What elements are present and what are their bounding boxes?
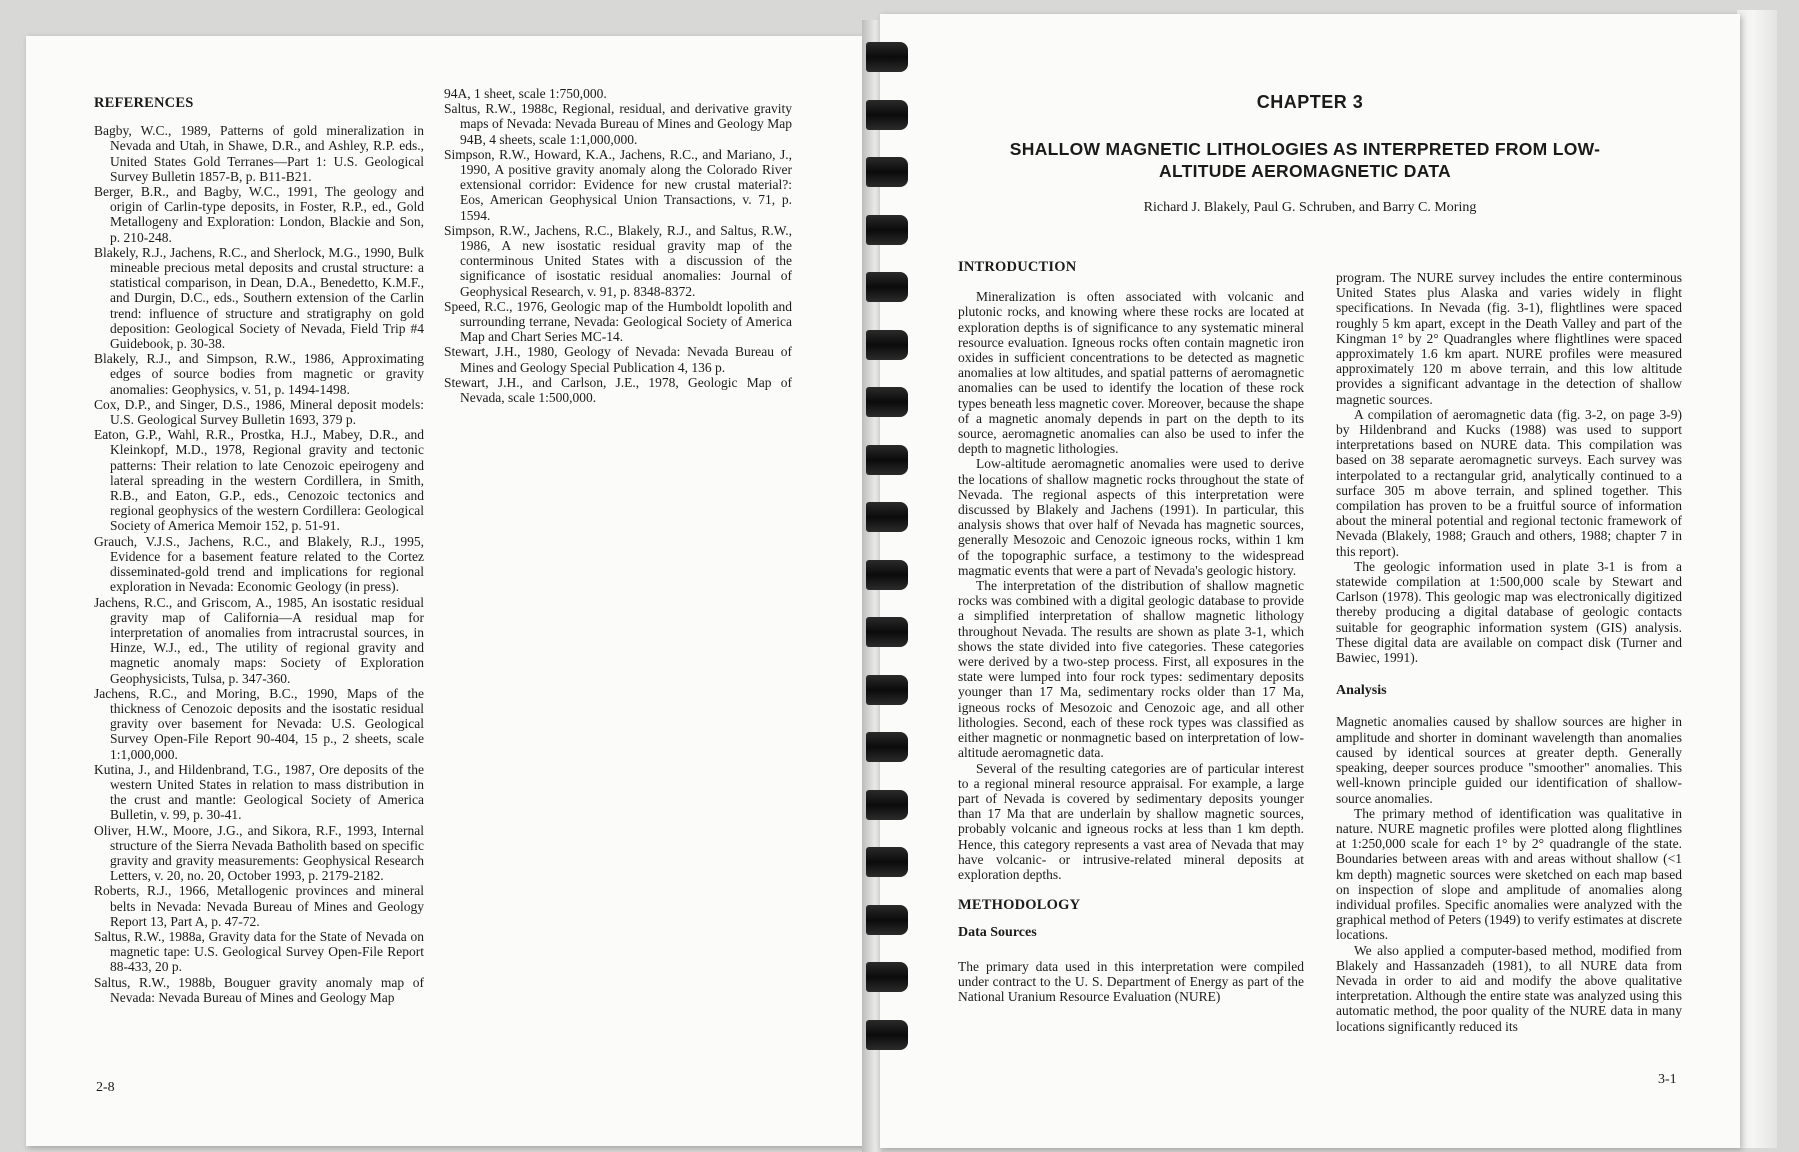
paragraph: Several of the resulting categories are of particular interest to a regional mineral resource appraisal. For example, a large part of Nevada is covered by sedimentary deposits younger than 17 Ma that are underlain by shallow magnetic sources, probably volcanic and igneous rocks at less than 1 km depth. Hence, this category represents a vast area of Nevada that may have volcanic- or intrusive-related mineral deposits at exploration depths.	[958, 760, 1304, 882]
reference-entry: Saltus, R.W., 1988a, Gravity data for the State of Nevada on magnetic tape: U.S. Geological Survey Open-File Report 88-433, 20 p.	[94, 928, 424, 975]
reference-entry: Simpson, R.W., Jachens, R.C., Blakely, R.J., and Saltus, R.W., 1986, A new isostatic residual gravity map of the conterminous United States with a discussion of the significance of isostatic residual anomalies: Journal of Geophysical Research, v. 91, p. 8348-8372.	[444, 222, 792, 299]
binding-coil	[866, 445, 908, 475]
reference-list-2	[444, 86, 792, 405]
page-number-right: 3-1	[1658, 1072, 1677, 1087]
paragraph: Magnetic anomalies caused by shallow sources are higher in amplitude and shorter in dominant wavelength than anomalies caused by identical sources at greater depth. Generally speaking, deeper sources produce "smoother" anomalies. This well-known principle guided our identification of shallow-source anomalies.	[1336, 714, 1682, 806]
binding-coil	[866, 847, 908, 877]
reference-entry: Eaton, G.P., Wahl, R.R., Prostka, H.J., Mabey, D.R., and Kleinkopf, M.D., 1978, Regional gravity and tectonic patterns: Their relation to late Cenozoic epeirogeny and lateral spreading in the western Cordillera, in Smith, R.B., and Eaton, G.P., eds., Cenozoic tectonics and regional geophysics of the western Cordillera: Geological Society of America Memoir 152, p. 51-91.	[94, 427, 424, 534]
reference-entry: Stewart, J.H., 1980, Geology of Nevada: Nevada Bureau of Mines and Geology Special Publication 4, 136 p.	[444, 344, 792, 375]
reference-entry: Jachens, R.C., and Griscom, A., 1985, An isostatic residual gravity map of California—A residual map for interpretation of anomalies from intracrustal sources, in Hinze, W.J., ed., The utility of regional gravity and magnetic anomaly maps: Society of Exploration Geophysicists, Tulsa, p. 347-360.	[94, 594, 424, 686]
binding-coil	[866, 617, 908, 647]
paragraph: A compilation of aeromagnetic data (fig. 3-2, on page 3-9) by Hildenbrand and Kucks (1988) was used to support interpretations based on NURE data. This compilation was based on 38 separate aeromagnetic surveys. Each survey was interpolated to a rectangular grid, analytically continued to a surface 305 m above terrain, and splined together. This compilation has proven to be a fruitful source of information about the mineral potential and regional tectonic framework of Nevada (Blakely, 1988; Grauch and others, 1988; chapter 7 in this report).	[1336, 406, 1682, 559]
reference-entry: Stewart, J.H., and Carlson, J.E., 1978, Geologic Map of Nevada, scale 1:500,000.	[444, 374, 792, 406]
paragraph: The geologic information used in plate 3-1 is from a statewide compilation at 1:500,000 scale by Stewart and Carlson (1978). This geologic map was electronically digitized thereby producing a digital database of geologic contacts suitable for geographic information system (GIS) analysis. These digital data are available on compact disk (Turner and Bawiec, 1991).	[1336, 558, 1682, 666]
methodology-heading: METHODOLOGY	[958, 897, 1081, 914]
binding-coil	[866, 272, 908, 302]
analysis-text	[1336, 714, 1682, 1033]
chapter-title: SHALLOW MAGNETIC LITHOLOGIES AS INTERPRETED FROM LOW-ALTITUDE AEROMAGNETIC DATA	[1009, 139, 1601, 181]
paragraph: Mineralization is often associated with volcanic and plutonic rocks, and knowing where these rocks are located at exploration depths is of significance to any systematic mineral resource evaluation. Igneous rocks often contain magnetic iron oxides in sufficient concentrations to be detected as magnetic anomalies at low altitudes, and spatial patterns of aeromagnetic anomalies can be used to identify the location of these rock types beneath less magnetic cover. Moreover, because the shape of a magnetic anomaly depends in part on the depth to its source, aeromagnetic anomalies can also be used to infer the depth to magnetic lithologies.	[958, 289, 1304, 457]
reference-entry: Blakely, R.J., and Simpson, R.W., 1986, Approximating edges of source bodies from magnetic or gravity anomalies: Geophysics, v. 51, p. 1494-1498.	[94, 351, 424, 397]
data-sources-heading: Data Sources	[958, 925, 1037, 941]
binding-coil	[866, 560, 908, 590]
right-column-1	[958, 260, 1304, 1004]
reference-entry: Oliver, H.W., Moore, J.G., and Sikora, R.F., 1993, Internal structure of the Sierra Nevada Batholith based on specific gravity and gravity measurements: Geophysical Research Letters, v. 20, no. 20, October 1993, p. 2179-2182.	[94, 822, 424, 884]
binding-coil	[866, 387, 908, 417]
binding-coil	[866, 157, 908, 187]
binding-coil	[866, 502, 908, 532]
paragraph: We also applied a computer-based method, modified from Blakely and Hassanzadeh (1981), to all NURE data from Nevada in order to aid and modify the above qualitative interpretation. Although the entire state was analyzed using this automatic method, the poor quality of the NURE data in many locations significantly reduced its	[1336, 942, 1682, 1034]
reference-entry: Berger, B.R., and Bagby, W.C., 1991, The geology and origin of Carlin-type deposits, in Foster, R.P., ed., Gold Metallogeny and Exploration: London, Blackie and Son, p. 210-248.	[94, 184, 424, 245]
binding-coil	[866, 675, 908, 705]
binding-coil	[866, 905, 908, 935]
reference-entry: Cox, D.P., and Singer, D.S., 1986, Mineral deposit models: U.S. Geological Survey Bulletin 1693, 379 p.	[94, 396, 424, 428]
page-stack-edge	[1737, 10, 1777, 1148]
reference-entry: Roberts, R.J., 1966, Metallogenic provinces and mineral belts in Nevada: Nevada Bureau of Mines and Geology Report 13, Part A, p. 47-72.	[94, 883, 424, 929]
binding-coil	[866, 100, 908, 130]
reference-entry: Blakely, R.J., Jachens, R.C., and Sherlock, M.G., 1990, Bulk mineable precious metal deposits and crustal structure: a statistical comparison, in Dean, D.A., Benedetto, K.M.F., and Durgin, D.C., eds., Southern extension of the Carlin trend: influence of structure and stratigraphy on gold deposition: Geological Society of Nevada, Field Trip #4 Guidebook, p. 30-38.	[94, 244, 424, 352]
reference-entry: Jachens, R.C., and Moring, B.C., 1990, Maps of the thickness of Cenozoic deposits and the isostatic residual gravity over basement for Nevada: U.S. Geological Survey Open-File Report 90-404, 15 p., 2 sheets, scale 1:1,000,000.	[94, 685, 424, 762]
chapter-authors: Richard J. Blakely, Paul G. Schruben, and Barry C. Moring	[1143, 200, 1477, 215]
paragraph: program. The NURE survey includes the entire conterminous United States plus Alaska and varies widely in flight specifications. In Nevada (fig. 3-1), flightlines were spaced roughly 5 km apart, except in the Death Valley and part of the Kingman 1° by 2° Quadrangles where flightlines were spaced approximately 1.6 km apart. NURE profiles were measured approximately 120 m above terrain, and this low altitude provides a significant advantage in the detection of shallow magnetic sources.	[1336, 270, 1682, 407]
right-page	[880, 14, 1740, 1148]
binding-coil	[866, 330, 908, 360]
binding-coil	[866, 1020, 908, 1050]
binding-coil	[866, 962, 908, 992]
introduction-text	[958, 289, 1304, 882]
reference-entry: Simpson, R.W., Howard, K.A., Jachens, R.C., and Mariano, J., 1990, A positive gravity anomaly along the Colorado River extensional corridor: Evidence for new crustal material?: Eos, American Geophysical Union Transactions, v. 71, p. 1594.	[444, 146, 792, 223]
binding-coil	[866, 790, 908, 820]
analysis-heading: Analysis	[1336, 683, 1387, 699]
reference-entry: Bagby, W.C., 1989, Patterns of gold mineralization in Nevada and Utah, in Shawe, D.R., and Ashley, R.P. eds., United States Gold Terranes—Part 1: U.S. Geological Survey Bulletin 1857-B, p. B11-B21.	[94, 123, 424, 184]
binding-coil	[866, 215, 908, 245]
paragraph: Low-altitude aeromagnetic anomalies were used to derive the locations of shallow magnetic rocks throughout the state of Nevada. The regional aspects of this interpretation were discussed by Blakely and Jachens (1991). In particular, this analysis shows that over half of Nevada has magnetic sources, generally Mesozoic and Cenozoic igneous rocks, within 1 km of the topographic surface, a testimony to the widespread magmatic events that were a part of Nevada's geologic history.	[958, 456, 1304, 578]
references-heading: REFERENCES	[94, 95, 194, 111]
reference-entry: Saltus, R.W., 1988c, Regional, residual, and derivative gravity maps of Nevada: Nevada Bureau of Mines and Geology Map 94B, 4 sheets, scale 1:1,000,000.	[444, 101, 792, 147]
page-number-left: 2-8	[96, 1080, 115, 1095]
right-column-2	[1336, 270, 1682, 1034]
paragraph: The interpretation of the distribution of shallow magnetic rocks was combined with a digital geologic database to provide a simplified interpretation of shallow magnetic lithology throughout Nevada. The results are shown as plate 3-1, which shows the state divided into five categories. These categories were derived by a two-step process. First, all exposures in the state were lumped into four rock types: sedimentary deposits younger than 17 Ma, sedimentary rocks older than 17 Ma, igneous rocks of Mesozoic and Cenozoic age, and all other lithologies. Second, each of these rock types was classified as either magnetic or nonmagnetic based on interpretation of low-altitude aeromagnetic data.	[958, 578, 1304, 761]
references-column-2	[444, 86, 792, 405]
chapter-label: CHAPTER 3	[1256, 92, 1364, 112]
reference-entry: Grauch, V.J.S., Jachens, R.C., and Blakely, R.J., 1995, Evidence for a basement feature related to the Cortez disseminated-gold trend and implications for regional exploration in Nevada: Economic Geology (in press).	[94, 533, 424, 595]
references-column-1	[94, 96, 424, 1005]
binding-coil	[866, 732, 908, 762]
introduction-heading: INTRODUCTION	[958, 259, 1077, 275]
reference-entry: 94A, 1 sheet, scale 1:750,000.	[444, 86, 607, 101]
left-page	[26, 36, 868, 1146]
reference-entry: Speed, R.C., 1976, Geologic map of the Humboldt lopolith and surrounding terrane, Nevada: Geological Society of America Map and Chart Series MC-14.	[444, 298, 792, 345]
data-sources-paragraph: The primary data used in this interpretation were compiled under contract to the U. S. Department of Energy as part of the National Uranium Resource Evaluation (NURE)	[958, 958, 1304, 1004]
reference-entry: Saltus, R.W., 1988b, Bouguer gravity anomaly map of Nevada: Nevada Bureau of Mines and Geology Map	[94, 974, 424, 1005]
reference-entry: Kutina, J., and Hildenbrand, T.G., 1987, Ore deposits of the western United States in relation to mass distribution in the crust and mantle: Geological Society of America Bulletin, v. 99, p. 30-41.	[94, 761, 424, 823]
reference-list-1	[94, 123, 424, 1005]
binding-coil	[866, 42, 908, 72]
paragraph: The primary method of identification was qualitative in nature. NURE magnetic profiles were plotted along flightlines at 1:250,000 scale for each 1° by 2° quadrangle of the state. Boundaries between areas with and areas without shallow (<1 km depth) magnetic sources were sketched on each map based on inspection of slope and amplitude of anomalies along individual profiles. Specific anomalies were analyzed with the graphical method of Peters (1949) to verify estimates at discrete locations.	[1336, 805, 1683, 943]
column-2-text	[1336, 270, 1682, 665]
